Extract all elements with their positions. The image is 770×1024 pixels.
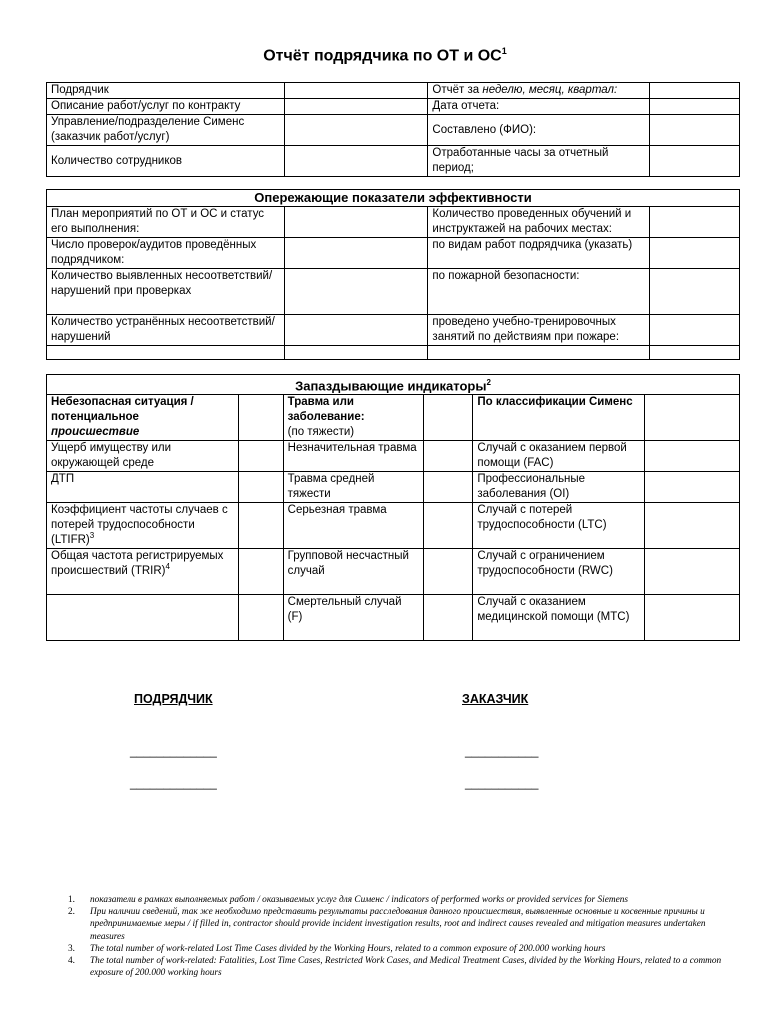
hours-worked-field[interactable] xyxy=(650,146,740,177)
leading-right-field[interactable] xyxy=(650,238,740,269)
lagging-field[interactable] xyxy=(238,503,283,549)
lagging-field[interactable] xyxy=(645,503,740,549)
lagging-indicators-table xyxy=(46,374,740,641)
hours-worked-label: Отработанные часы за отчетный период; xyxy=(428,146,650,177)
siemens-classification-item: Случай с оказанием медицинской помощи (MTC) xyxy=(473,595,645,641)
department-label: Управление/подразделение Сименс (заказчик работ/услуг) xyxy=(47,115,285,146)
lagging-field[interactable] xyxy=(645,549,740,595)
empty-cell[interactable] xyxy=(284,346,428,360)
leading-left-field[interactable] xyxy=(284,207,428,238)
footnote: 2. При наличии сведений, так же необходимо представить результаты расследования данного происшествия, выявленные основные и косвенные причины и предпринимаемые меры / if filled in, contractor should provide incident investigation results, root and indirect causes revealed and mitigation measures undertaken measures xyxy=(68,907,706,942)
siemens-classification-item: Случай с потерей трудоспособности (LTC) xyxy=(473,503,645,549)
report-date-field[interactable] xyxy=(650,99,740,115)
leading-left-field[interactable] xyxy=(284,238,428,269)
contractor-signature-line[interactable]: _____________ xyxy=(130,744,217,758)
employees-field[interactable] xyxy=(284,146,428,177)
siemens-classification-header: По классификации Сименс xyxy=(473,395,645,441)
empty-cell[interactable] xyxy=(47,346,285,360)
leading-right-field[interactable] xyxy=(650,207,740,238)
lagging-field[interactable] xyxy=(238,441,283,472)
leading-left-item: План мероприятий по ОТ и ОС и статус его выполнения: xyxy=(47,207,285,238)
leading-right-item: проведено учебно-тренировочных занятий по действиям при пожаре: xyxy=(428,315,650,346)
info-table xyxy=(46,82,740,177)
leading-left-item: Число проверок/аудитов проведённых подрядчиком: xyxy=(47,238,285,269)
report-period-label: Отчёт за неделю, месяц, квартал: xyxy=(428,83,650,99)
lagging-field[interactable] xyxy=(423,503,473,549)
lagging-field[interactable] xyxy=(423,395,473,441)
lagging-field[interactable] xyxy=(238,595,283,641)
contractor-signature-heading: ПОДРЯДЧИК xyxy=(134,692,213,706)
lagging-field[interactable] xyxy=(238,549,283,595)
customer-signature-line[interactable]: ___________ xyxy=(465,744,539,758)
footnote: 1. показатели в рамках выполняемых работ / оказываемых услуг для Сименс / indicators of performed works or provided services for Siemens xyxy=(68,895,628,905)
leading-right-field[interactable] xyxy=(650,269,740,315)
footnote: 4. The total number of work-related: Fatalities, Lost Time Cases, Restricted Work Cases, and Medical Treatment Cases, divided by the Working Hours, related to a common exposure of 200.000 working hours xyxy=(68,956,722,979)
customer-signature-line[interactable]: ___________ xyxy=(465,776,539,790)
report-period-field[interactable] xyxy=(650,83,740,99)
siemens-classification-item: Профессиональные заболевания (OI) xyxy=(473,472,645,503)
lagging-field[interactable] xyxy=(238,395,283,441)
lagging-field[interactable] xyxy=(645,472,740,503)
lagging-indicators-header: Запаздывающие индикаторы$^2$ xyxy=(47,375,740,395)
siemens-classification-item: Случай с оказанием первой помощи (FAC) xyxy=(473,441,645,472)
leading-left-item: Количество устранённых несоответствий/ нарушений xyxy=(47,315,285,346)
leading-right-item: Количество проведенных обучений и инструктажей на рабочих местах: xyxy=(428,207,650,238)
empty-cell[interactable] xyxy=(650,346,740,360)
leading-right-item: по видам работ подрядчика (указать) xyxy=(428,238,650,269)
lagging-field[interactable] xyxy=(238,472,283,503)
unsafe-situation-item: ДТП xyxy=(47,472,239,503)
composed-by-field[interactable] xyxy=(650,115,740,146)
leading-left-item: Количество выявленных несоответствий/нарушений при проверках xyxy=(47,269,285,315)
work-description-label: Описание работ/услуг по контракту xyxy=(47,99,285,115)
injury-item: Смертельный случай (F) xyxy=(283,595,423,641)
leading-indicators-table xyxy=(46,189,740,360)
work-description-field[interactable] xyxy=(284,99,428,115)
lagging-field[interactable] xyxy=(645,441,740,472)
unsafe-situation-item: Ущерб имуществу или окружающей среде xyxy=(47,441,239,472)
unsafe-situation-item: Общая частота регистрируемых происшествий (TRIR)$^4$ xyxy=(47,549,239,595)
unsafe-situation-header: Небезопасная ситуация / потенциальное происшествие xyxy=(47,395,239,441)
lagging-field[interactable] xyxy=(645,595,740,641)
empty-cell[interactable] xyxy=(428,346,650,360)
siemens-classification-item: Случай с ограничением трудоспособности (RWC) xyxy=(473,549,645,595)
department-field[interactable] xyxy=(284,115,428,146)
leading-right-field[interactable] xyxy=(650,315,740,346)
injury-header: Травма или заболевание: (по тяжести) xyxy=(283,395,423,441)
footnote: 3. The total number of work-related Lost Time Cases divided by the Working Hours, related to a common exposure of 200.000 working hours xyxy=(68,943,606,954)
injury-item: Травма средней тяжести xyxy=(283,472,423,503)
lagging-field[interactable] xyxy=(423,472,473,503)
contractor-label: Подрядчик xyxy=(47,83,285,99)
customer-signature-heading: ЗАКАЗЧИК xyxy=(462,692,529,706)
footnotes xyxy=(60,894,736,979)
lagging-field[interactable] xyxy=(423,549,473,595)
injury-item: Серьезная травма xyxy=(283,503,423,549)
lagging-field[interactable] xyxy=(645,395,740,441)
page-title: Отчёт подрядчика по ОТ и $ОС^1$ xyxy=(263,46,507,65)
injury-item: Групповой несчастный случай xyxy=(283,549,423,595)
contractor-field[interactable] xyxy=(284,83,428,99)
composed-by-label: Составлено (ФИО): xyxy=(428,115,650,146)
unsafe-situation-item: Коэффициент частоты случаев с потерей трудоспособности (LTIFR)$^3$ xyxy=(47,503,239,549)
report-date-label: Дата отчета: xyxy=(428,99,650,115)
lagging-field[interactable] xyxy=(423,441,473,472)
leading-left-field[interactable] xyxy=(284,269,428,315)
empty-cell[interactable] xyxy=(47,595,239,641)
leading-right-item: по пожарной безопасности: xyxy=(428,269,650,315)
injury-item: Незначительная травма xyxy=(283,441,423,472)
lagging-field[interactable] xyxy=(423,595,473,641)
contractor-signature-line[interactable]: _____________ xyxy=(130,776,217,790)
leading-indicators-header: Опережающие показатели эффективности xyxy=(47,190,740,207)
leading-left-field[interactable] xyxy=(284,315,428,346)
employees-label: Количество сотрудников xyxy=(47,146,285,177)
